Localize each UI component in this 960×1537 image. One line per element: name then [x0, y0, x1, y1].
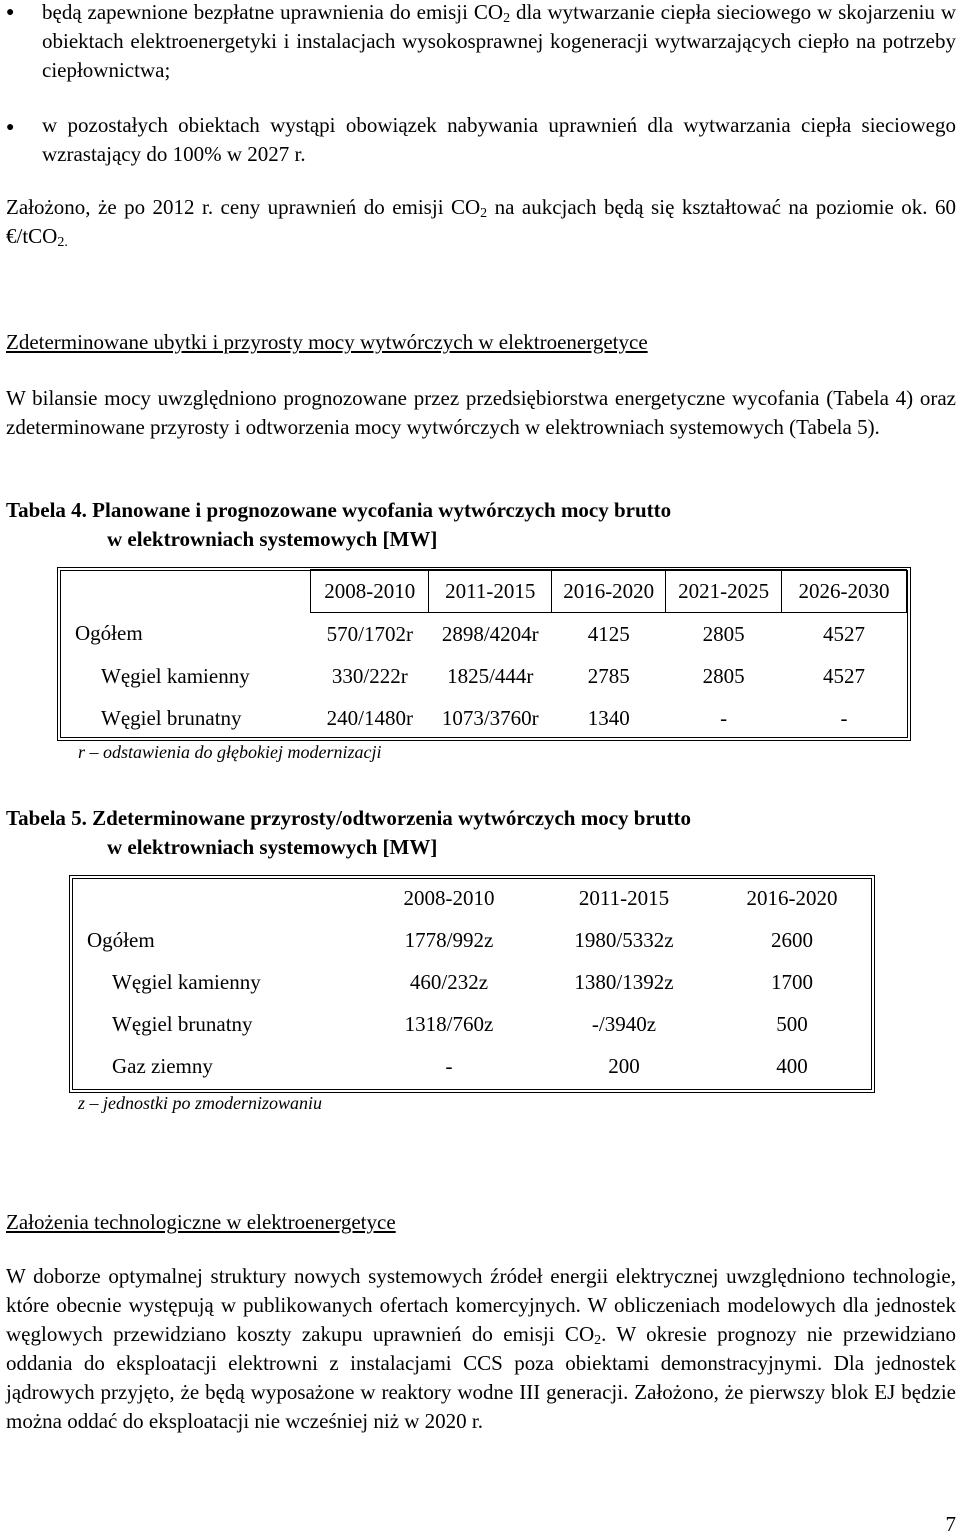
bullet-1-text-after: dla wytwarzanie ciepła sieciowego w skojarzeniu w obiektach elektroenergetyki i instalacjach wysokosprawnej kogeneracji wytwarzających ciepło na potrzeby ciepłownictwa; [42, 0, 956, 82]
table-cell: 460/232z [409, 969, 489, 994]
bullet-item-2 [42, 111, 956, 169]
table4-header: 2011-2015 [429, 570, 552, 613]
table4-caption [6, 496, 671, 554]
tech-text-2: . W okresie prognozy nie przewidziano oddania do eksploatacji elektrowni z instalacjami CCS poza obiektami demonstracyjnymi. Dla jednostek jądrowych przyjęto, że będą wyposażone w reaktory wodne III generacji. Założono, że pierwszy blok EJ będzie można oddać do eksploatacji nie wcześniej niż w 2020 r. [6, 1322, 956, 1433]
section-heading-capacity: Zdeterminowane ubytki i przyrosty mocy wytwórczych w elektroenergetyce [6, 330, 648, 354]
table-row [73, 961, 871, 1003]
table5-caption-line2: w elektrowniach systemowych [MW] [107, 835, 438, 859]
table-cell: 1700 [771, 969, 813, 994]
table-cell: 1980/5332z [574, 927, 674, 952]
row-label: Węgiel brunatny [112, 1011, 253, 1036]
table4-header: 2008-2010 [311, 570, 429, 613]
table-cell: - [840, 705, 848, 730]
table5-caption [6, 804, 691, 862]
table-row [61, 655, 907, 697]
table-cell: 4527 [823, 663, 866, 688]
table-cell: 4125 [587, 621, 630, 646]
table-cell: 400 [776, 1053, 808, 1078]
table5-header: 2011-2015 [578, 885, 670, 910]
price-text-1: Założono, że po 2012 r. ceny uprawnień do emisji CO [6, 195, 481, 219]
table5-header: 2008-2010 [403, 885, 495, 910]
table4-corner [61, 570, 311, 613]
table-cell: 2898/4204r [441, 621, 539, 646]
bullet-item-1 [42, 0, 956, 85]
table-cell: 1340 [587, 705, 630, 730]
price-paragraph [6, 193, 956, 251]
table-row [61, 697, 907, 739]
table5-header-row [73, 877, 871, 919]
table4-note: r – odstawienia do głębokiej modernizacji [78, 742, 382, 762]
table4-header: 2016-2020 [552, 570, 666, 613]
table4-caption-line1: Tabela 4. Planowane i prognozowane wycofania wytwórczych mocy brutto [6, 498, 672, 522]
row-label: Węgiel brunatny [101, 705, 242, 730]
page-number: 7 [945, 1512, 956, 1536]
bullet-1-text: będą zapewnione bezpłatne uprawnienia do emisji CO [42, 0, 504, 24]
bullet-2-text: w pozostałych obiektach wystąpi obowiązek nabywania uprawnień dla wytwarzania ciepła sieciowego wzrastający do 100% w 2027 r. [42, 113, 956, 166]
table-cell: - [445, 1053, 453, 1078]
table-cell: 570/1702r [326, 621, 413, 646]
row-label: Ogółem [87, 927, 155, 952]
table-cell: 2805 [702, 663, 745, 688]
row-label: Ogółem [75, 621, 143, 646]
table4 [61, 569, 907, 739]
table-row [73, 1003, 871, 1045]
row-label: Gaz ziemny [112, 1053, 213, 1078]
table-cell: 200 [608, 1053, 640, 1078]
bullet-marker: ● [6, 120, 15, 135]
table-cell: - [720, 705, 728, 730]
price-text-2: na aukcjach będą się kształtować na poziomie ok. 60 €/tCO [6, 195, 956, 248]
table-row [61, 613, 907, 656]
price-sub-2: 2. [57, 235, 68, 250]
table-cell: 1778/992z [404, 927, 494, 952]
table-cell: 1825/444r [447, 663, 534, 688]
row-label: Węgiel kamienny [101, 663, 250, 688]
tech-text-1: W doborze optymalnej struktury nowych systemowych źródeł energii elektrycznej uwzględniono technologie, które obecnie występują w publikowanych ofertach komercyjnych. W obliczeniach modelowych dla jednostek węglowych przewidziano koszty zakupu uprawnień do emisji CO [6, 1264, 956, 1346]
table-cell: 500 [776, 1011, 808, 1036]
table5-caption-line1: Tabela 5. Zdeterminowane przyrosty/odtworzenia wytwórczych mocy brutto [6, 806, 691, 830]
table-row [73, 919, 871, 961]
table4-caption-line2: w elektrowniach systemowych [MW] [107, 527, 438, 551]
table-cell: 1380/1392z [574, 969, 674, 994]
table-cell: 2805 [702, 621, 745, 646]
row-label: Węgiel kamienny [112, 969, 261, 994]
table-cell: 2785 [587, 663, 630, 688]
table-cell: -/3940z [591, 1011, 657, 1036]
table5-header: 2016-2020 [746, 885, 838, 910]
table4-header-row [61, 570, 907, 613]
table-cell: 4527 [823, 621, 866, 646]
table5-corner [73, 877, 363, 919]
table5-note: z – jednostki po zmodernizowaniu [78, 1093, 323, 1113]
table-cell: 330/222r [331, 663, 408, 688]
bullet-1-subscript: 2 [503, 11, 511, 26]
table4-header: 2026-2030 [782, 570, 907, 613]
section-paragraph-technology [6, 1262, 956, 1436]
bullet-marker: ● [6, 5, 15, 20]
table-cell: 1073/3760r [441, 705, 539, 730]
table-cell: 240/1480r [326, 705, 413, 730]
section-heading-technology: Założenia technologiczne w elektroenergetyce [6, 1210, 396, 1234]
price-sub-1: 2 [480, 206, 488, 221]
tech-subscript: 2 [594, 1333, 602, 1348]
table4-header: 2021-2025 [666, 570, 782, 613]
table-cell: 1318/760z [404, 1011, 494, 1036]
table5 [73, 877, 871, 1087]
table-row [73, 1045, 871, 1087]
table-cell: 2600 [771, 927, 813, 952]
section-paragraph-capacity: W bilansie mocy uwzględniono prognozowane przez przedsiębiorstwa energetyczne wycofania (Tabela 4) oraz zdeterminowane przyrosty i odtworzenia mocy wytwórczych w elektrowniach systemowych (Tabela 5). [6, 386, 956, 439]
